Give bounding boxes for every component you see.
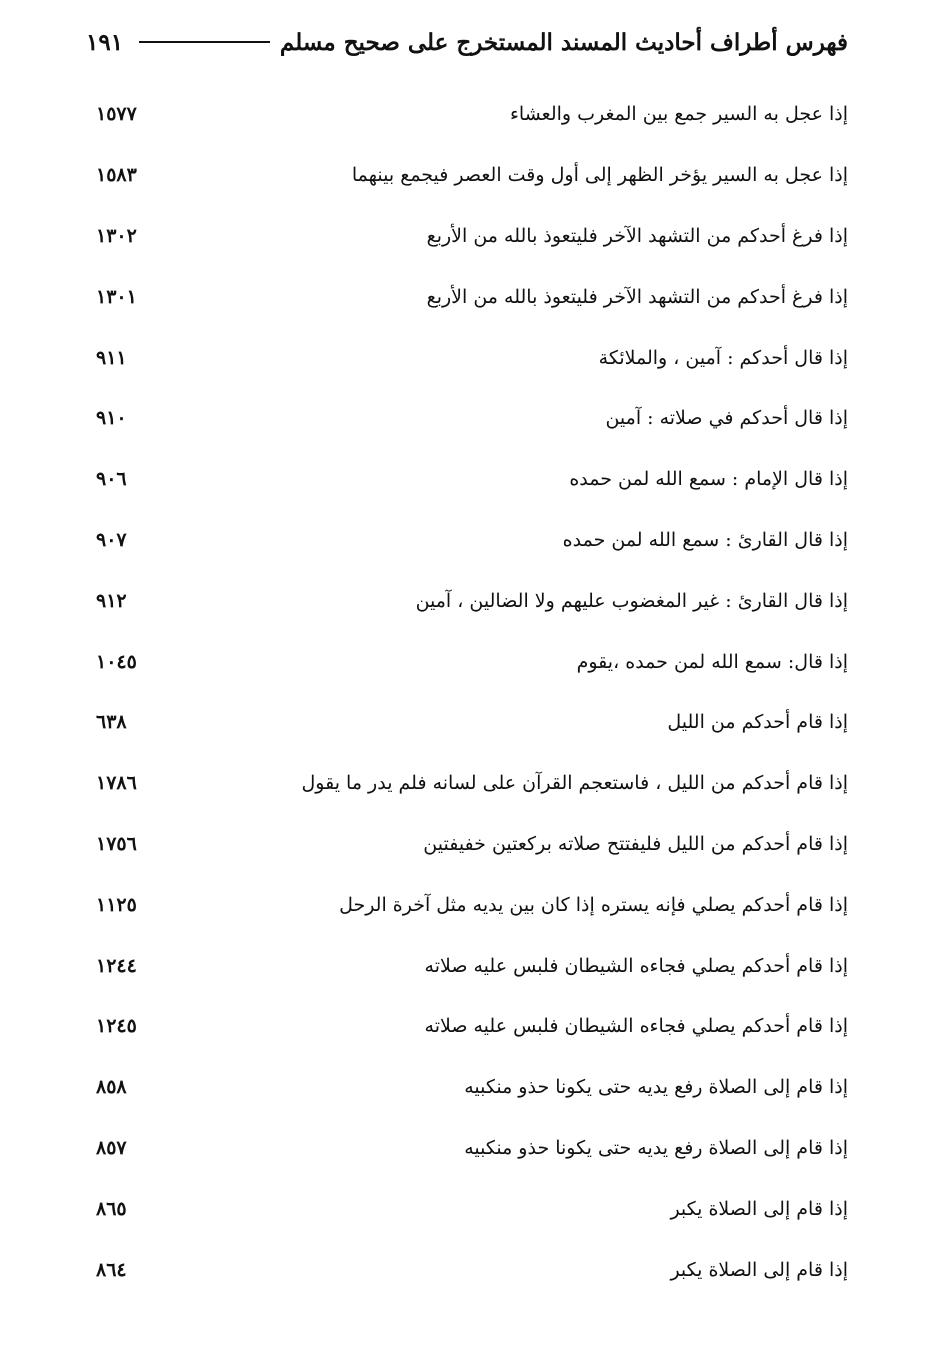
entry-text: إذا قال أحدكم : آمين ، والملائكة	[598, 346, 848, 369]
entry-text: إذا قام أحدكم يصلي فجاءه الشيطان فلبس عليه صلاته	[424, 1015, 848, 1038]
entry-reference-number: ٨٥٧	[96, 1136, 127, 1159]
entry-reference-number: ٩١٢	[96, 589, 127, 612]
entry-text: إذا قال القارئ : سمع الله لمن حمده	[562, 528, 848, 551]
index-entry	[96, 510, 848, 571]
index-entry	[96, 631, 848, 692]
entry-reference-number: ١٧٨٦	[96, 772, 137, 795]
entry-reference-number: ٨٦٤	[96, 1258, 127, 1281]
entry-text: إذا قام أحدكم من الليل فليفتتح صلاته بركعتين خفيفتين	[423, 832, 848, 855]
index-entry	[96, 266, 848, 327]
entry-text: إذا قام أحدكم من الليل ، فاستعجم القرآن على لسانه فلم يدر ما يقول	[301, 772, 848, 795]
entry-text: إذا قام إلى الصلاة رفع يديه حتى يكونا حذو منكبيه	[464, 1076, 848, 1099]
entry-reference-number: ٩١١	[96, 346, 127, 369]
index-entry	[96, 327, 848, 388]
page-header	[86, 22, 848, 62]
index-entry	[96, 874, 848, 935]
index-entry	[96, 1057, 848, 1118]
index-entry	[96, 449, 848, 510]
entry-reference-number: ٦٣٨	[96, 711, 127, 734]
entry-text: إذا قام إلى الصلاة رفع يديه حتى يكونا حذو منكبيه	[464, 1136, 848, 1159]
entry-reference-number: ١٧٥٦	[96, 832, 137, 855]
entry-reference-number: ١٣٠٢	[96, 224, 137, 247]
index-entry	[96, 1178, 848, 1239]
index-entry	[96, 814, 848, 875]
index-entry	[96, 692, 848, 753]
entry-reference-number: ١٥٧٧	[96, 103, 137, 126]
entry-reference-number: ١٢٤٤	[96, 954, 137, 977]
index-entry	[96, 1239, 848, 1300]
index-entry	[96, 753, 848, 814]
entry-text: إذا عجل به السير جمع بين المغرب والعشاء	[510, 103, 848, 126]
entry-reference-number: ٨٥٨	[96, 1076, 127, 1099]
entry-text: إذا قال: سمع الله لمن حمده ،يقوم	[576, 650, 848, 673]
entry-reference-number: ٩١٠	[96, 407, 127, 430]
entry-reference-number: ١٣٠١	[96, 285, 137, 308]
entry-text: إذا قال القارئ : غير المغضوب عليهم ولا الضالين ، آمين	[415, 589, 848, 612]
index-list	[96, 84, 848, 1300]
entry-text: إذا قال الإمام : سمع الله لمن حمده	[569, 468, 848, 491]
entry-reference-number: ١٢٤٥	[96, 1015, 137, 1038]
index-entry	[96, 1118, 848, 1179]
page-title: فهرس أطراف أحاديث المسند المستخرج على صحيح مسلم	[279, 28, 848, 56]
entry-text: إذا قال أحدكم في صلاته : آمين	[605, 407, 848, 430]
entry-reference-number: ٩٠٦	[96, 468, 127, 491]
index-entry	[96, 206, 848, 267]
entry-reference-number: ١٥٨٣	[96, 164, 137, 187]
entry-text: إذا قام أحدكم من الليل	[667, 711, 848, 734]
entry-text: إذا قام أحدكم يصلي فإنه يستره إذا كان بين يديه مثل آخرة الرحل	[339, 893, 848, 916]
index-entry	[96, 996, 848, 1057]
entry-text: إذا عجل به السير يؤخر الظهر إلى أول وقت العصر فيجمع بينهما	[351, 164, 848, 187]
index-entry	[96, 935, 848, 996]
entry-text: إذا فرغ أحدكم من التشهد الآخر فليتعوذ بالله من الأربع	[426, 224, 848, 247]
entry-reference-number: ١٠٤٥	[96, 650, 137, 673]
entry-text: إذا قام أحدكم يصلي فجاءه الشيطان فلبس عليه صلاته	[424, 954, 848, 977]
index-entry	[96, 388, 848, 449]
entry-reference-number: ١١٢٥	[96, 893, 137, 916]
page-number: ١٩١	[86, 28, 124, 56]
entry-text: إذا فرغ أحدكم من التشهد الآخر فليتعوذ بالله من الأربع	[426, 285, 848, 308]
entry-text: إذا قام إلى الصلاة يكبر	[670, 1197, 848, 1220]
entry-text: إذا قام إلى الصلاة يكبر	[670, 1258, 848, 1281]
entry-reference-number: ٨٦٥	[96, 1197, 127, 1220]
index-entry	[96, 145, 848, 206]
header-rule	[139, 41, 270, 43]
index-entry	[96, 570, 848, 631]
entry-reference-number: ٩٠٧	[96, 528, 127, 551]
index-entry	[96, 84, 848, 145]
